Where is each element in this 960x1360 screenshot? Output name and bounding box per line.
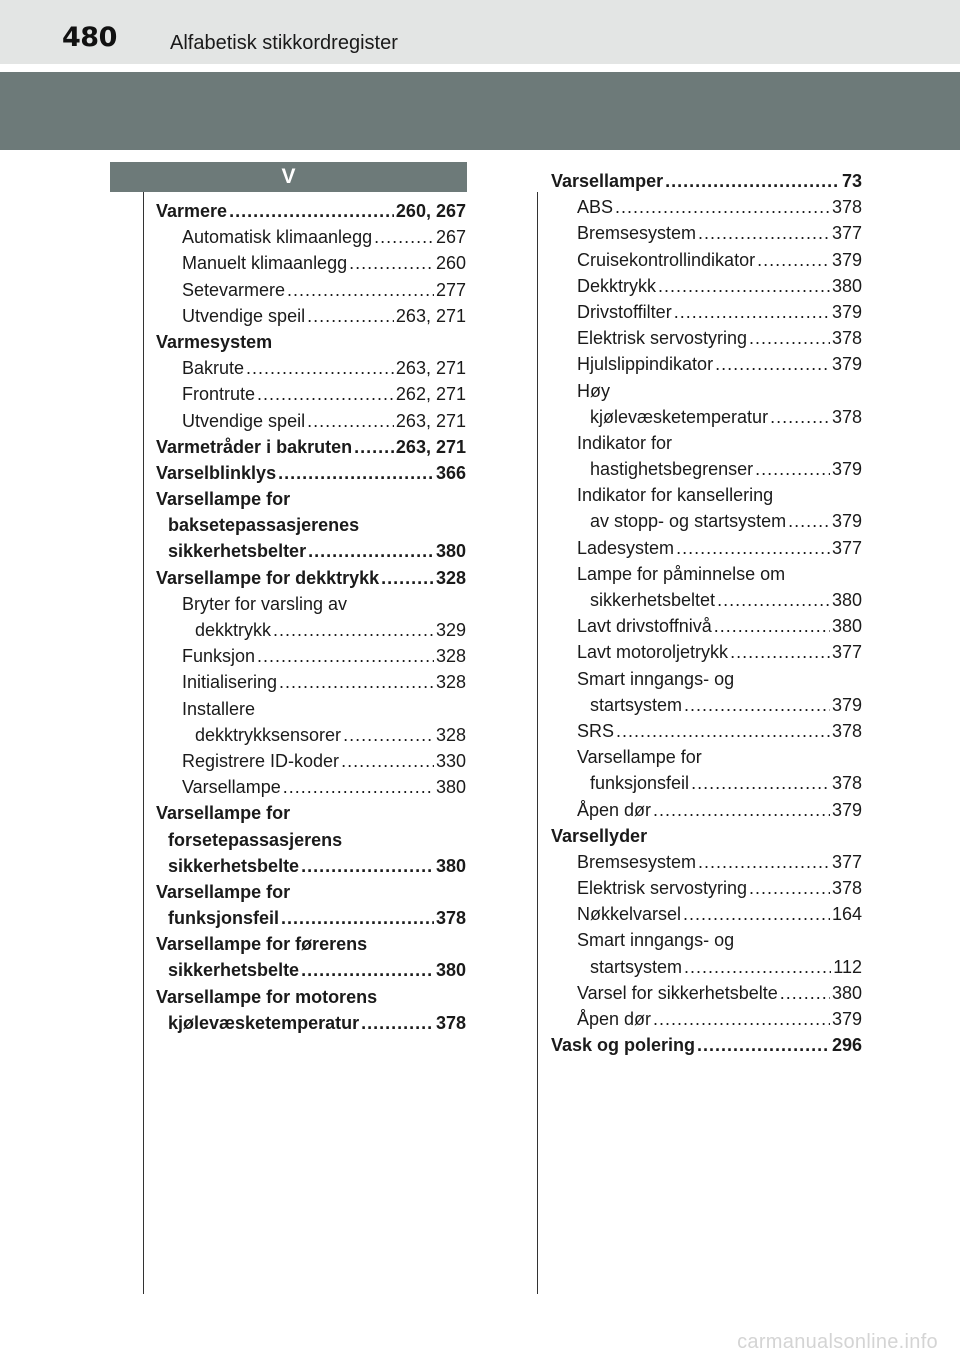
index-entry-page-ref: 296 (831, 1035, 862, 1056)
index-entry-label: Hjulslippindikator (577, 354, 714, 375)
index-entry-label: Installere (182, 698, 256, 719)
index-entry-label: Dekktrykk (577, 275, 657, 296)
dot-leader (343, 722, 434, 748)
index-entry-page-ref: 378 (435, 908, 466, 929)
index-entry (551, 220, 862, 246)
index-entry (551, 535, 862, 561)
index-entry-page-ref: 379 (831, 799, 862, 820)
index-entry (551, 194, 862, 220)
index-entry (156, 486, 466, 512)
page-header-bar (0, 0, 960, 64)
index-entry (551, 954, 862, 980)
index-entry-label: Varsellampe for førerens (156, 934, 368, 955)
dot-leader (287, 277, 434, 303)
index-entry-page-ref: 328 (435, 646, 466, 667)
index-entry-label: Bakrute (182, 358, 245, 379)
index-entry-label: Frontrute (182, 384, 256, 405)
index-entry (156, 434, 466, 460)
index-entry (156, 512, 466, 538)
index-entry (551, 247, 862, 273)
dot-leader (615, 194, 830, 220)
index-entry-label: forsetepassasjerens (168, 829, 343, 850)
index-entry-label: Ladesystem (577, 537, 675, 558)
index-entry-label: startsystem (590, 694, 683, 715)
index-entry-page-ref: 263, 271 (395, 305, 466, 326)
index-entry (156, 591, 466, 617)
index-entry (551, 299, 862, 325)
index-entry-label: sikkerhetsbelte (168, 855, 300, 876)
index-entry-page-ref: 263, 271 (395, 410, 466, 431)
index-entry-label: Åpen dør (577, 799, 652, 820)
index-entry (156, 748, 466, 774)
index-entry-page-ref: 260 (435, 253, 466, 274)
index-entry (156, 617, 466, 643)
index-entry-label: Lampe for påminnelse om (577, 563, 786, 584)
index-entry-label: Varsellyder (551, 825, 648, 846)
index-entry (551, 980, 862, 1006)
index-entry-label: Varsellampe for dekktrykk (156, 567, 380, 588)
index-entry-label: Åpen dør (577, 1009, 652, 1029)
index-entry (551, 587, 862, 613)
dot-leader (749, 875, 830, 901)
dot-leader (697, 1032, 830, 1058)
index-entry-page-ref: 112 (833, 956, 862, 977)
index-entry (551, 351, 862, 377)
index-entry (156, 198, 466, 224)
index-entry-page-ref: 379 (831, 249, 862, 270)
dot-leader (788, 508, 830, 534)
dot-leader (717, 587, 830, 613)
index-entry (156, 905, 466, 931)
dot-leader (246, 355, 394, 381)
index-entry (551, 797, 862, 823)
index-entry-label: Automatisk klimaanlegg (182, 227, 373, 248)
index-entry-page-ref: 379 (831, 1009, 862, 1029)
index-entry (156, 1010, 466, 1036)
index-entry (551, 168, 862, 194)
index-entry-page-ref: 263, 271 (395, 358, 466, 379)
index-entry (551, 378, 862, 404)
index-entry-page-ref: 73 (841, 171, 862, 191)
dot-leader (616, 718, 830, 744)
index-entry (551, 849, 862, 875)
index-entry-label: Lavt motoroljetrykk (577, 642, 729, 663)
index-entry-label: Indikator for kansellering (577, 485, 774, 506)
index-entry (551, 456, 862, 482)
index-entry-label: sikkerhetsbelter (168, 541, 307, 562)
index-entry (551, 666, 862, 692)
index-entry-label: Bremsesystem (577, 851, 697, 872)
index-entry-label: Drivstoffilter (577, 301, 672, 322)
index-entry (551, 927, 862, 953)
index-entry-label: Høy (577, 380, 610, 401)
index-entry-page-ref: 378 (831, 720, 862, 741)
dot-leader (349, 250, 434, 276)
index-entry-label: Varmetråder i bakruten (156, 436, 353, 457)
dot-leader (683, 901, 830, 927)
index-entry-page-ref: 263, 271 (395, 436, 466, 457)
index-entry-label: hastighetsbegrenser (590, 459, 754, 480)
index-entry (551, 325, 862, 351)
index-entry (156, 931, 466, 957)
index-entry-page-ref: 377 (831, 851, 862, 872)
index-entry-label: Cruisekontrollindikator (577, 249, 756, 270)
index-entry (551, 718, 862, 744)
index-entry-label: Lavt drivstoffnivå (577, 616, 712, 637)
index-entry-label: ABS (577, 197, 614, 218)
page-title: Alfabetisk stikkordregister (170, 32, 398, 54)
index-entry (156, 303, 466, 329)
dot-leader (698, 849, 830, 875)
index-entry (551, 273, 862, 299)
dot-leader (757, 247, 830, 273)
dot-leader (374, 224, 434, 250)
index-entry-label: Utvendige speil (182, 410, 306, 431)
index-entry-page-ref: 366 (435, 462, 466, 483)
index-entry (551, 482, 862, 508)
index-entry-label: Varsellamper (551, 171, 664, 191)
index-entry-label: Varsellampe (182, 777, 281, 798)
index-entry-label: Smart inngangs- og (577, 930, 735, 951)
index-entry (156, 277, 466, 303)
index-entry-label: Setevarmere (182, 279, 286, 300)
index-entry-label: baksetepassasjerenes (168, 515, 360, 536)
index-entry-page-ref: 328 (435, 672, 466, 693)
dot-leader (730, 639, 830, 665)
index-entry-label: startsystem (590, 956, 683, 977)
index-entry-page-ref: 380 (435, 960, 466, 981)
index-entry (551, 613, 862, 639)
dot-leader (780, 980, 830, 1006)
index-entry-label: dekktrykk (195, 620, 272, 640)
index-entry-page-ref: 380 (831, 590, 862, 610)
index-entry-page-ref: 164 (831, 904, 862, 925)
index-entry-label: SRS (577, 720, 615, 741)
index-entry-label: Initialisering (182, 672, 278, 693)
index-entry-page-ref: 378 (831, 878, 862, 899)
index-entry (551, 404, 862, 430)
index-entry (551, 508, 862, 534)
index-entry-label: Bremsesystem (577, 223, 697, 244)
dot-leader (307, 408, 394, 434)
index-entry-label: Varsellampe for (156, 881, 291, 902)
dot-leader (674, 299, 830, 325)
index-entry (551, 901, 862, 927)
index-entry (156, 827, 466, 853)
dot-leader (308, 538, 434, 564)
index-entry (156, 669, 466, 695)
index-entry (551, 692, 862, 718)
index-entry (156, 408, 466, 434)
index-entry (551, 1032, 862, 1058)
index-entry-label: Vask og polering (551, 1035, 696, 1056)
index-entry-label: funksjonsfeil (590, 773, 690, 794)
index-entry (551, 875, 862, 901)
index-entry (156, 643, 466, 669)
index-entry-page-ref: 380 (435, 777, 466, 798)
index-entry-label: Varsellampe for (156, 803, 291, 824)
index-entry-page-ref: 378 (831, 406, 862, 427)
index-entry-page-ref: 377 (831, 642, 862, 663)
index-entry-label: Smart inngangs- og (577, 668, 735, 689)
index-entry-page-ref: 379 (831, 511, 862, 532)
index-entry-label: funksjonsfeil (168, 908, 280, 929)
index-entry-page-ref: 260, 267 (395, 201, 466, 221)
dot-leader (257, 381, 394, 407)
index-entry (156, 800, 466, 826)
index-entry-label: Bryter for varsling av (182, 593, 348, 614)
dot-leader (354, 434, 394, 460)
index-entry-page-ref: 267 (435, 227, 466, 248)
index-entry (156, 538, 466, 564)
index-entry (156, 984, 466, 1010)
dot-leader (301, 853, 434, 879)
index-entry (156, 696, 466, 722)
index-entry (156, 460, 466, 486)
index-entry (156, 381, 466, 407)
index-entry-page-ref: 378 (831, 773, 862, 794)
index-entry (551, 561, 862, 587)
index-entry-label: Registrere ID-koder (182, 750, 340, 771)
index-entry-label: dekktrykksensorer (195, 724, 342, 745)
dot-leader (279, 669, 434, 695)
index-entry-label: Funksjon (182, 646, 256, 667)
index-entry-page-ref: 377 (831, 223, 862, 244)
index-entry-page-ref: 380 (435, 541, 466, 562)
index-entry-page-ref: 378 (435, 1012, 466, 1033)
index-entry-page-ref: 330 (435, 750, 466, 771)
index-entry (156, 224, 466, 250)
index-entry-page-ref: 380 (435, 855, 466, 876)
dot-leader (698, 220, 830, 246)
index-entry-page-ref: 377 (831, 537, 862, 558)
index-entry-label: Elektrisk servostyring (577, 878, 748, 899)
dot-leader (278, 460, 434, 486)
index-entry-label: kjølevæsketemperatur (168, 1012, 360, 1033)
index-entry (551, 639, 862, 665)
index-column-left (156, 198, 466, 1036)
index-entry-label: Varsellampe for (156, 489, 291, 510)
index-entry-label: Varmesystem (156, 331, 273, 352)
dot-leader (658, 273, 830, 299)
dot-leader (381, 565, 434, 591)
dot-leader (273, 617, 434, 643)
index-entry (156, 355, 466, 381)
index-entry-page-ref: 379 (831, 459, 862, 480)
dot-leader (714, 613, 830, 639)
dot-leader (755, 456, 830, 482)
index-entry-label: Varsellampe for motorens (156, 986, 378, 1007)
dot-leader (301, 957, 434, 983)
dot-leader (653, 1006, 830, 1032)
dot-leader (229, 198, 394, 224)
dot-leader (307, 303, 394, 329)
index-entry-page-ref: 328 (435, 567, 466, 588)
index-entry (551, 770, 862, 796)
header-band (0, 72, 960, 150)
index-entry-page-ref: 379 (831, 354, 862, 375)
index-entry-label: Elektrisk servostyring (577, 328, 748, 349)
index-entry (551, 744, 862, 770)
index-entry (156, 565, 466, 591)
watermark-text: carmanualsonline.info (737, 1331, 938, 1353)
index-entry-label: sikkerhetsbeltet (590, 590, 716, 610)
dot-leader (770, 404, 830, 430)
index-entry (156, 879, 466, 905)
section-letter-tab: V (110, 162, 467, 192)
index-entry-page-ref: 380 (831, 616, 862, 637)
index-entry (156, 722, 466, 748)
index-entry-page-ref: 277 (435, 279, 466, 300)
dot-leader (684, 954, 831, 980)
index-entry-label: Indikator for (577, 432, 673, 453)
index-entry-page-ref: 378 (831, 328, 862, 349)
index-entry-label: Varselblinklys (156, 462, 277, 483)
index-entry-page-ref: 380 (831, 275, 862, 296)
index-entry (156, 329, 466, 355)
index-entry-label: Utvendige speil (182, 305, 306, 326)
index-entry (551, 1006, 862, 1032)
index-entry (156, 853, 466, 879)
index-entry-label: kjølevæsketemperatur (590, 406, 769, 427)
dot-leader (749, 325, 830, 351)
index-entry-label: Manuelt klimaanlegg (182, 253, 348, 274)
page-number: 480 (62, 22, 117, 53)
index-entry-page-ref: 380 (831, 982, 862, 1003)
dot-leader (653, 797, 830, 823)
dot-leader (684, 692, 830, 718)
index-entry (156, 774, 466, 800)
index-column-right (551, 168, 862, 1058)
index-entry-label: Nøkkelvarsel (577, 904, 682, 925)
index-entry-label: Varsel for sikkerhetsbelte (577, 982, 778, 1003)
dot-leader (257, 643, 434, 669)
index-entry-page-ref: 379 (831, 301, 862, 322)
dot-leader (283, 774, 434, 800)
index-entry-label: av stopp- og startsystem (590, 511, 787, 532)
index-entry-page-ref: 329 (435, 620, 466, 640)
index-entry (156, 250, 466, 276)
index-entry-page-ref: 328 (435, 724, 466, 745)
index-entry (551, 430, 862, 456)
dot-leader (676, 535, 830, 561)
index-entry (156, 957, 466, 983)
dot-leader (665, 168, 840, 194)
dot-leader (361, 1010, 434, 1036)
index-entry (551, 823, 862, 849)
index-entry-page-ref: 262, 271 (395, 384, 466, 405)
column-divider-left (143, 192, 144, 1294)
index-entry-label: Varsellampe for (577, 747, 702, 768)
dot-leader (281, 905, 434, 931)
index-entry-label: Varmere (156, 201, 228, 221)
index-entry-page-ref: 378 (831, 197, 862, 218)
index-entry-label: sikkerhetsbelte (168, 960, 300, 981)
dot-leader (341, 748, 434, 774)
index-entry-page-ref: 379 (831, 694, 862, 715)
dot-leader (715, 351, 830, 377)
column-divider-right (537, 192, 538, 1294)
dot-leader (691, 770, 830, 796)
